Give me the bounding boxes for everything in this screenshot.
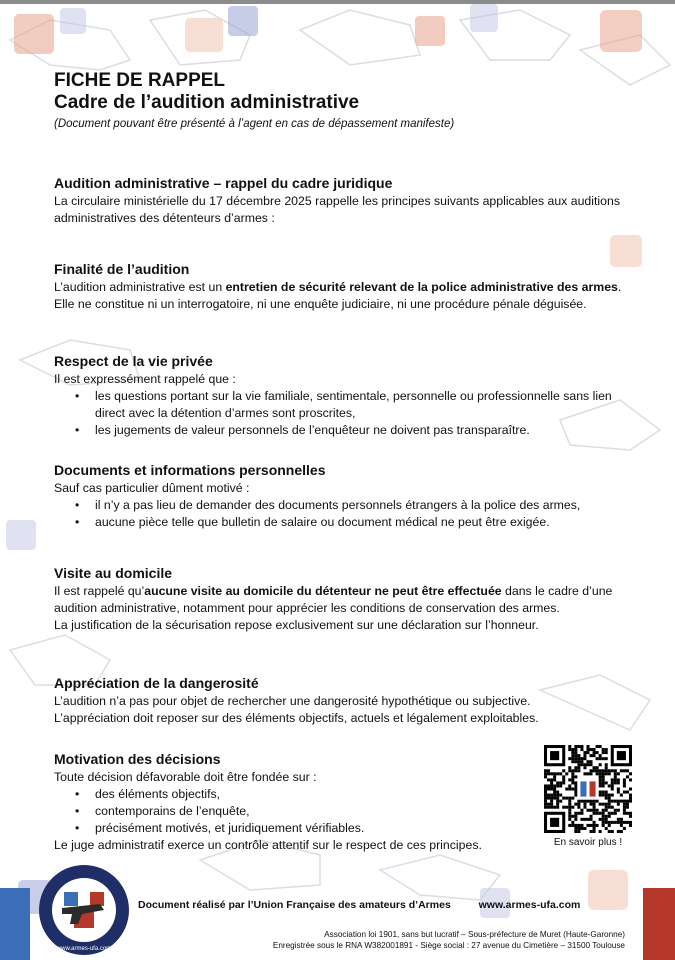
motivation-list [54,786,524,837]
footer-legal-line2: Enregistrée sous le RNA W382001891 - Siège social : 27 avenue du Cimetière – 31500 Toulouse [272,941,625,950]
finalite-line2: Elle ne constitue ni un interrogatoire, ni une enquête judiciaire, ni une procédure pénale déguisée. [54,297,587,311]
top-border [0,0,675,4]
list-item: • contemporains de l’enquête, [95,803,524,820]
logo-url-text: www.armes-ufa.com [56,946,112,952]
document-note: (Document pouvant être présenté à l’agent en cas de dépassement manifeste) [54,118,455,130]
document-subtitle-title: Cadre de l’audition administrative [54,92,360,113]
visite-paragraph [54,583,629,617]
document-header [54,70,634,132]
dangerosite-line1: L’audition n’a pas pour objet de rechercher une dangerosité hypothétique ou subjective. [54,694,531,708]
vie-privee-lead: Il est expressément rappelé que : [54,372,236,386]
visite-line2: La justification de la sécurisation repose exclusivement sur une déclaration sur l’honneur. [54,618,539,632]
section-motivation [54,751,524,854]
visite-heading: Visite au domicile [54,565,173,581]
intro-text: La circulaire ministérielle du 17 décembre 2025 rappelle les principes suivants applicables aux auditions administratives des détenteurs d’armes : [54,194,620,225]
visite-text-after: dans le cadre d’une audition administrative, notamment pour apprécier les conditions de conservation des armes. [54,584,613,615]
list-item: • des éléments objectifs, [95,786,524,803]
finalite-text-after: . [617,280,622,294]
section-vie-privee [54,353,629,439]
footer-made-by: Document réalisé par l’Union Française des amateurs d’Armes [138,899,451,911]
motivation-heading: Motivation des décisions [54,751,221,767]
dangerosite-line2: L’appréciation doit reposer sur des éléments objectifs, actuels et légalement exploitables. [54,711,539,725]
finalite-heading: Finalité de l’audition [54,261,190,277]
section-visite [54,565,629,634]
motivation-lead: Toute décision défavorable doit être fondée sur : [54,770,317,784]
vie-privee-heading: Respect de la vie privée [54,353,213,369]
dangerosite-heading: Appréciation de la dangerosité [54,675,259,691]
visite-text-before: Il est rappelé qu’ [54,584,145,598]
qr-label: En savoir plus ! [553,837,623,848]
list-item: • aucune pièce telle que bulletin de salaire ou document médical ne peut être exigée. [95,514,629,531]
footer-credit [138,899,580,911]
documents-lead: Sauf cas particulier dûment motivé : [54,481,250,495]
qr-code[interactable] [544,745,632,833]
footer-website-link[interactable]: www.armes-ufa.com [478,899,581,911]
section-documents [54,462,629,531]
visite-text-bold: aucune visite au domicile du détenteur ne peut être effectuée [144,584,502,598]
finalite-text-bold: entretien de sécurité relevant de la police administrative des armes [225,280,618,294]
vie-privee-list [54,388,629,439]
footer-legal-line1: Association loi 1901, sans but lucratif – Sous-préfecture de Muret (Haute-Garonne) [324,930,625,939]
documents-heading: Documents et informations personnelles [54,462,326,478]
section-intro [54,175,629,227]
footer-legal [0,929,625,951]
flag-stripe-red [643,888,675,960]
list-item: • précisément motivés, et juridiquement vérifiables. [95,820,524,837]
list-item: • il n’y a pas lieu de demander des documents personnels étrangers à la police des armes, [95,497,629,514]
document-title: FICHE DE RAPPEL [54,70,226,91]
motivation-closing: Le juge administratif exerce un contrôle attentif sur le respect de ces principes. [54,838,482,852]
documents-list [54,497,629,531]
finalite-paragraph [54,279,629,296]
intro-heading: Audition administrative – rappel du cadre juridique [54,175,393,191]
section-dangerosite [54,675,629,727]
finalite-text-before: L’audition administrative est un [54,280,226,294]
list-item: • les jugements de valeur personnels de l’enquêteur ne doivent pas transparaître. [95,422,629,439]
section-finalite [54,261,629,313]
list-item: • les questions portant sur la vie familiale, sentimentale, personnelle ou professionnelle sans lien direct avec la détention d’armes sont proscrites, [95,388,629,422]
